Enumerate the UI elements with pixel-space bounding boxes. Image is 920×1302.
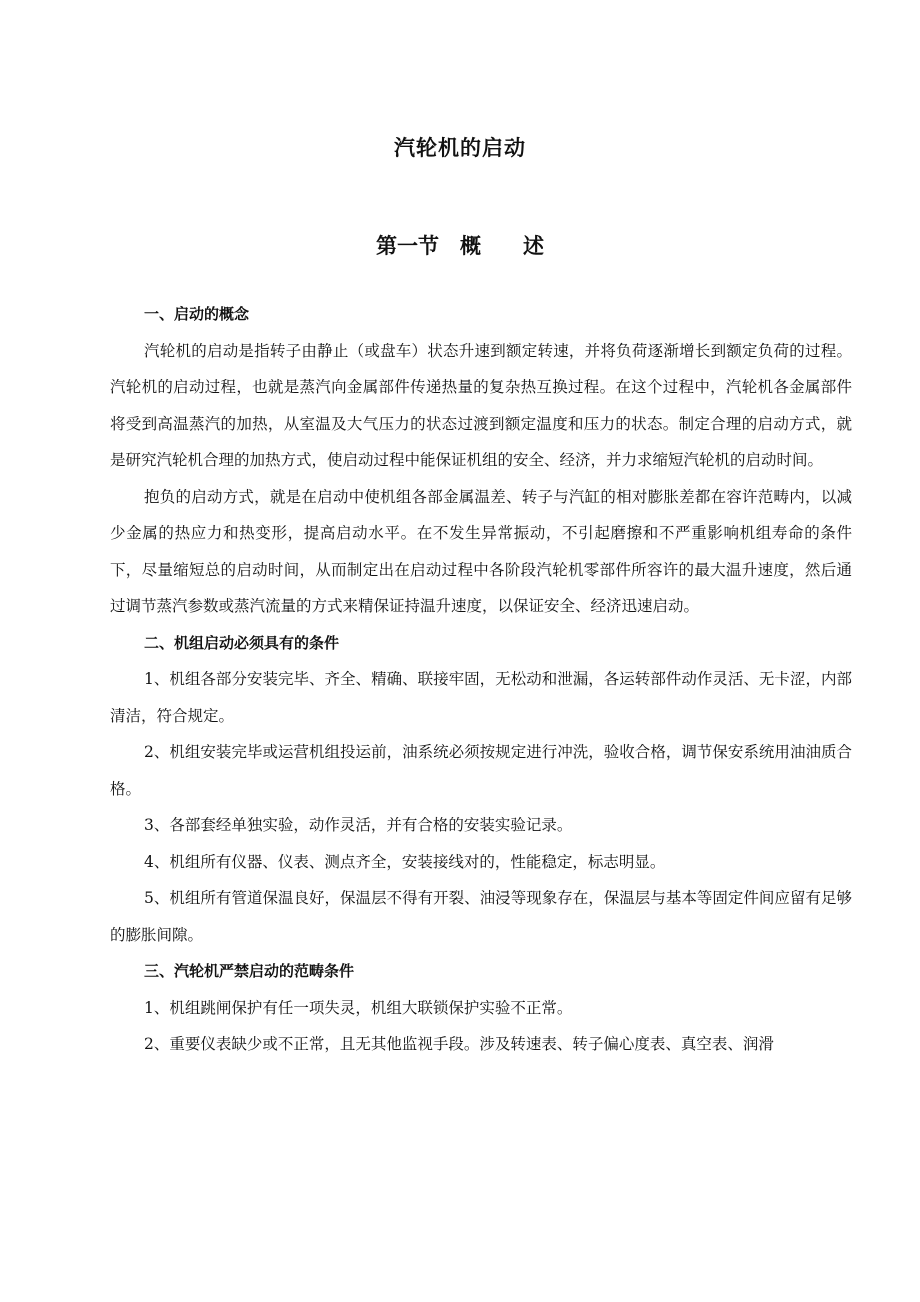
document-body [110, 296, 852, 1063]
list-item: 2、机组安装完毕或运营机组投运前，油系统必须按规定进行冲洗，验收合格，调节保安系统用油油质合格。 [110, 743, 852, 798]
heading-startup-concept: 一、启动的概念 [144, 305, 250, 323]
list-item: 1、机组各部分安装完毕、齐全、精确、联接牢固，无松动和泄漏，各运转部件动作灵活、无卡涩，内部清洁，符合规定。 [110, 670, 852, 725]
paragraph: 汽轮机的启动是指转子由静止（或盘车）状态升速到额定转速，并将负荷逐渐增长到额定负荷的过程。汽轮机的启动过程，也就是蒸汽向金属部件传递热量的复杂热互换过程。在这个过程中，汽轮机各金属部件将受到高温蒸汽的加热，从室温及大气压力的状态过渡到额定温度和压力的状态。制定合理的启动方式，就是研究汽轮机合理的加热方式，使启动过程中能保证机组的安全、经济，并力求缩短汽轮机的启动时间。 [110, 341, 852, 469]
list-item: 2、重要仪表缺少或不正常，且无其他监视手段。涉及转速表、转子偏心度表、真空表、润滑 [144, 1035, 774, 1053]
document-title: 汽轮机的启动 [394, 136, 526, 160]
heading-startup-conditions: 二、机组启动必须具有的条件 [144, 633, 340, 652]
list-item: 4、机组所有仪器、仪表、测点齐全，安装接线对的，性能稳定，标志明显。 [144, 852, 666, 871]
list-item: 5、机组所有管道保温良好，保温层不得有开裂、油浸等现象存在，保温层与基本等固定件间应留有足够的膨胀间隙。 [110, 889, 852, 944]
list-item: 3、各部套经单独实验，动作灵活，并有合格的安装实验记录。 [144, 816, 573, 834]
heading-prohibited-startup: 三、汽轮机严禁启动的范畴条件 [144, 962, 355, 980]
list-item: 1、机组跳闸保护有任一项失灵，机组大联锁保护实验不正常。 [144, 998, 573, 1017]
paragraph: 抱负的启动方式，就是在启动中使机组各部金属温差、转子与汽缸的相对膨胀差都在容许范畴内，以减少金属的热应力和热变形，提高启动水平。在不发生异常振动，不引起磨擦和不严重影响机组寿命的条件下，尽量缩短总的启动时间，从而制定出在启动过程中各阶段汽轮机零部件所容许的最大温升速度，然后通过调节蒸汽参数或蒸汽流量的方式来精保证持温升速度，以保证安全、经济迅速启动。 [110, 487, 852, 615]
section-title: 第一节 概 述 [376, 234, 544, 258]
